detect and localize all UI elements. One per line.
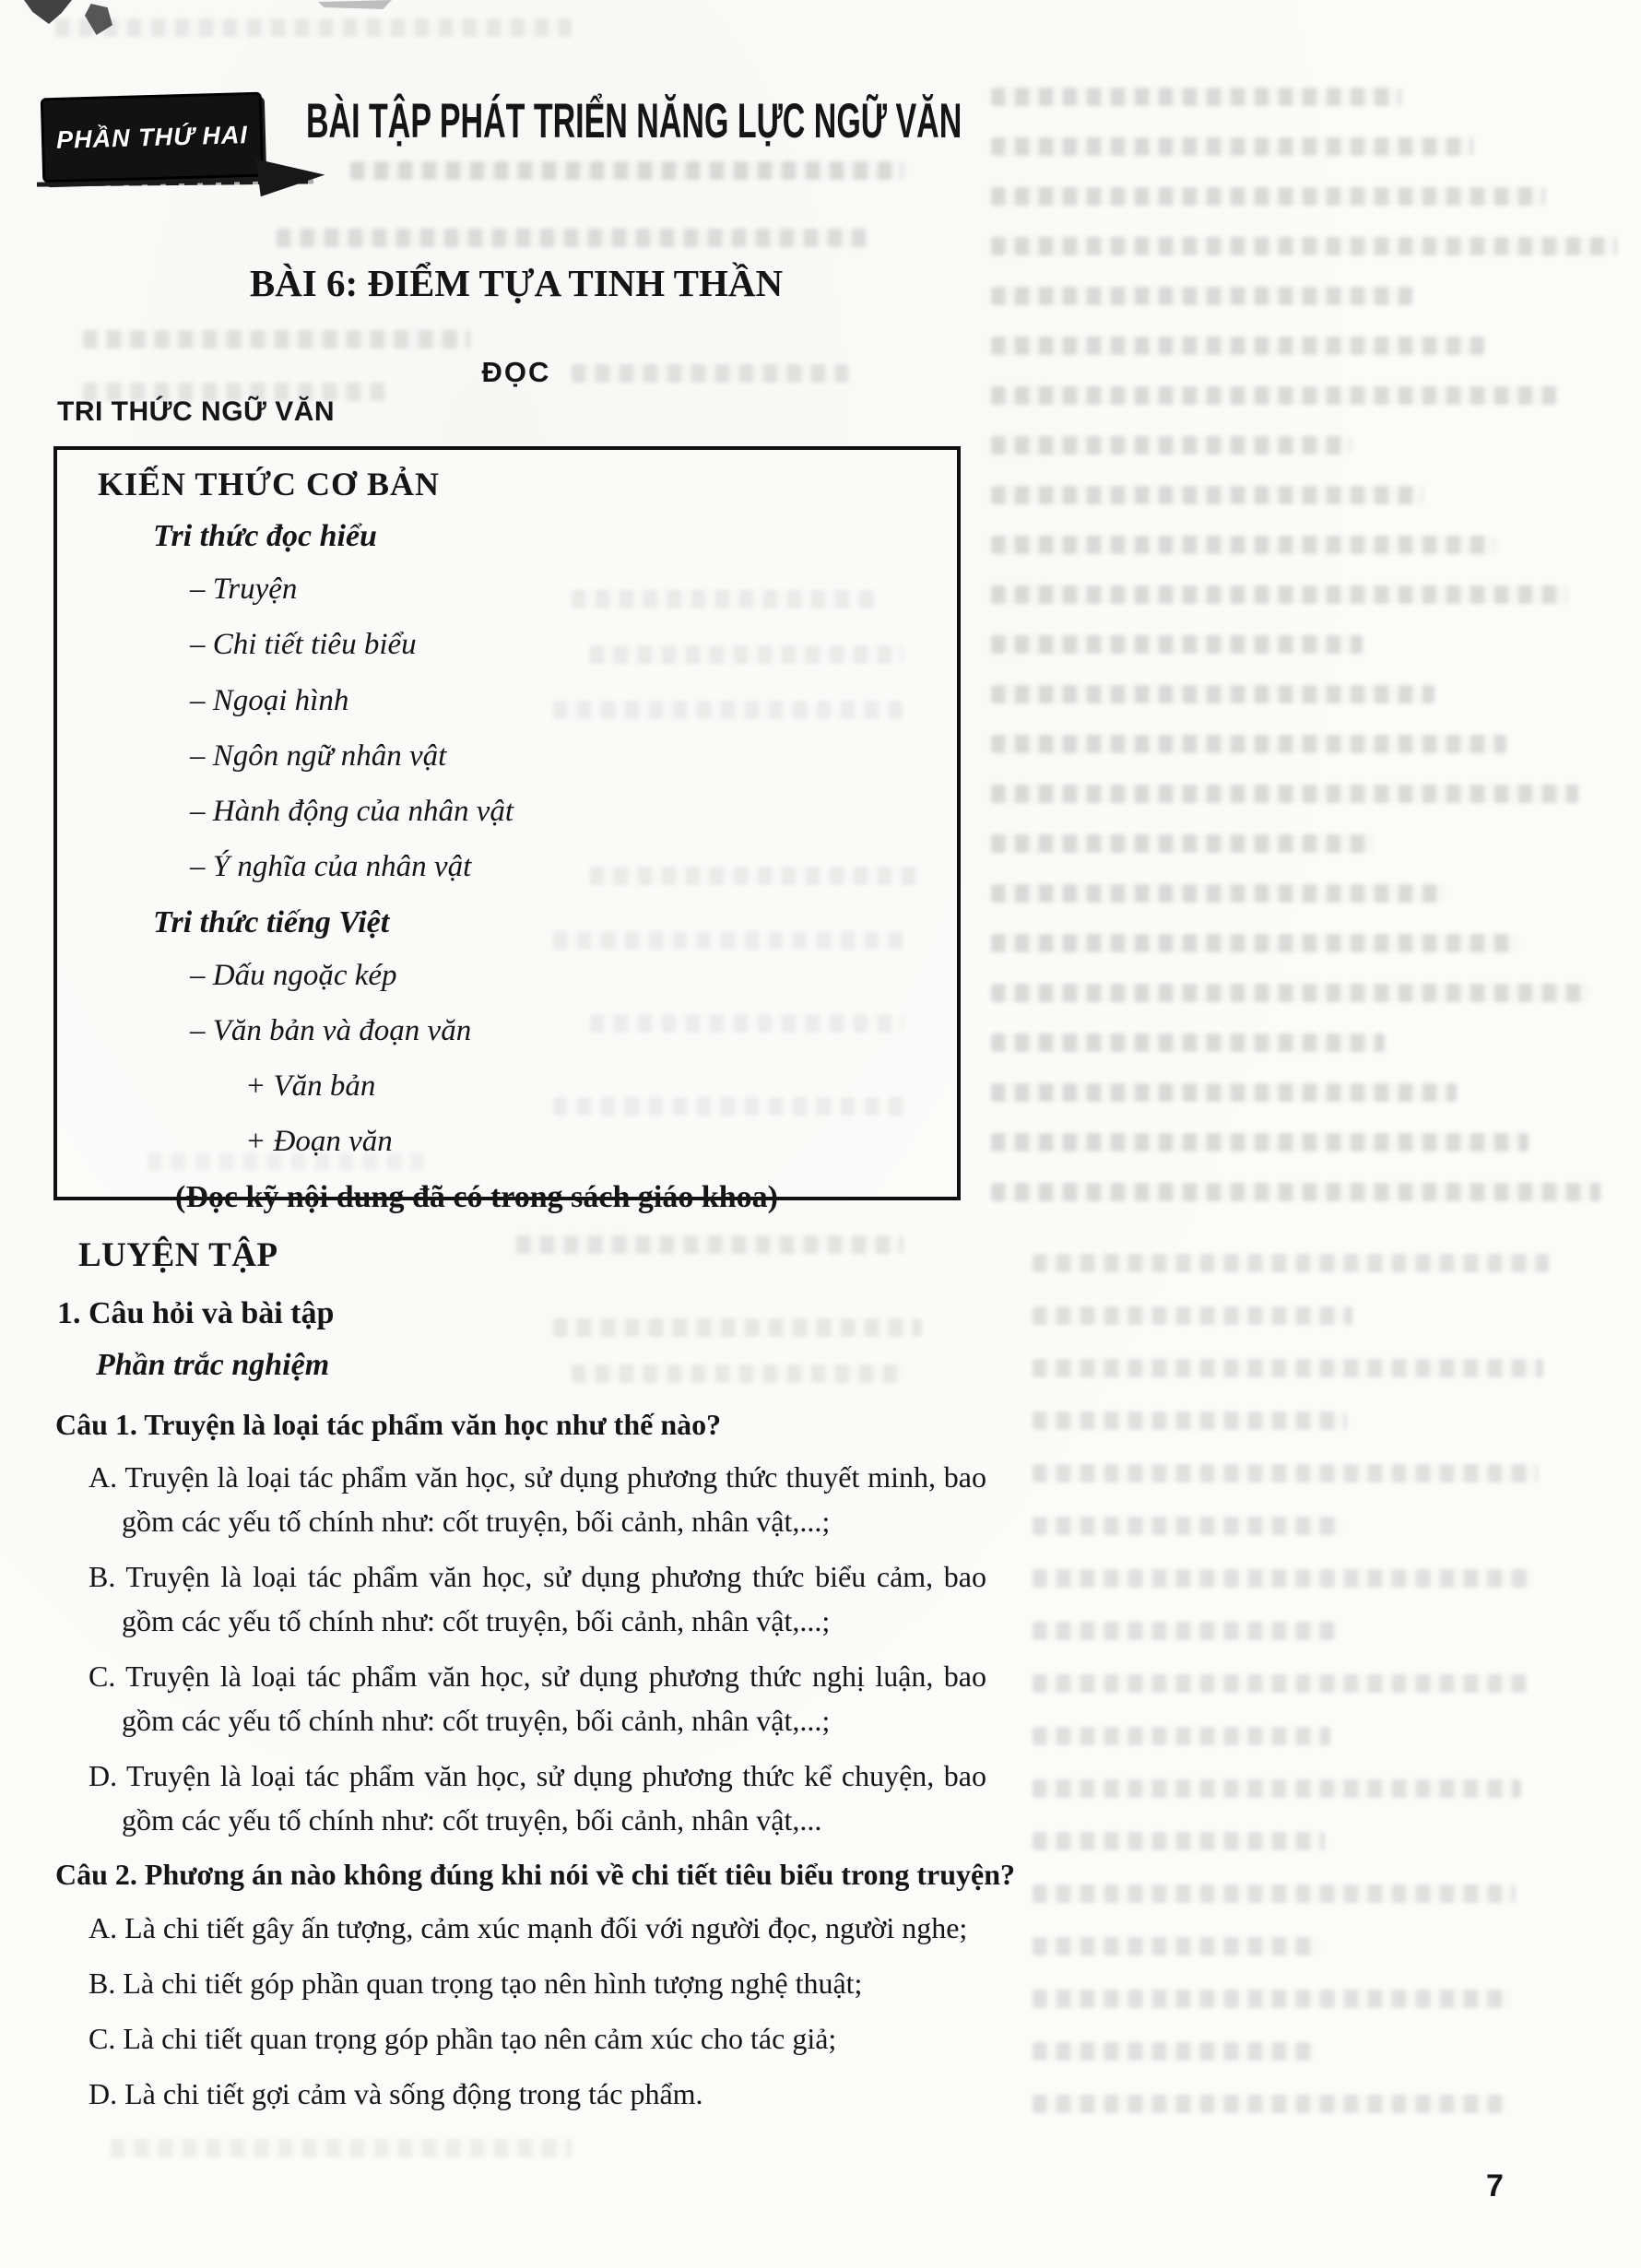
bleed-through-line bbox=[1033, 2095, 1505, 2113]
option-text: Là chi tiết gây ấn tượng, cảm xúc mạnh đối với người đọc, người nghe; bbox=[124, 1910, 968, 1944]
bleed-through-line bbox=[1033, 1517, 1341, 1535]
scan-artifact-streak bbox=[318, 0, 392, 9]
answer-option bbox=[55, 1961, 986, 2005]
bleed-through-line bbox=[1033, 1779, 1521, 1798]
bleed-through-line bbox=[991, 984, 1589, 1002]
practice-section-title: LUYỆN TẬP bbox=[78, 1236, 278, 1274]
bleed-through-line bbox=[55, 18, 572, 37]
bleed-through-line bbox=[991, 834, 1374, 853]
bleed-through-line bbox=[991, 536, 1495, 554]
bleed-through-line bbox=[1033, 1832, 1325, 1850]
bleed-through-line bbox=[83, 330, 470, 348]
list-item: – Hành động của nhân vật bbox=[190, 795, 514, 829]
bleed-through-line bbox=[991, 1183, 1600, 1201]
bleed-through-line bbox=[277, 229, 867, 247]
bleed-through-line bbox=[991, 1083, 1457, 1102]
part-banner bbox=[41, 92, 264, 183]
bleed-through-line bbox=[1033, 1569, 1532, 1588]
question-title bbox=[55, 1853, 1015, 1896]
question-label: Câu 1. bbox=[55, 1408, 137, 1441]
knowledge-box-title: KIẾN THỨC CƠ BẢN bbox=[98, 466, 441, 502]
option-label: A. bbox=[89, 1460, 118, 1494]
series-title: BÀI TẬP PHÁT TRIỂN NĂNG LỰC NGỮ VĂN bbox=[306, 93, 962, 148]
multiple-choice-part-label: Phần trắc nghiệm bbox=[96, 1348, 330, 1382]
option-text: Truyện là loại tác phẩm văn học, sử dụng phương thức biểu cảm, bao gồm các yếu tố chính như: cốt truyện, bối cảnh, nhân vật,...; bbox=[122, 1560, 987, 1638]
bleed-through-line bbox=[1033, 1254, 1549, 1272]
bleed-through-line bbox=[1033, 1727, 1330, 1745]
option-text: Là chi tiết quan trọng góp phần tạo nên cảm xúc cho tác giả; bbox=[123, 2021, 837, 2055]
bleed-through-line bbox=[991, 785, 1578, 803]
bleed-through-line bbox=[991, 386, 1556, 405]
option-label: B. bbox=[89, 1560, 116, 1594]
question-label: Câu 2. bbox=[55, 1858, 137, 1892]
question-text: Phương án nào không đúng khi nói về chi tiết tiêu biểu trong truyện? bbox=[144, 1858, 1015, 1892]
scan-artifact-blob bbox=[24, 0, 72, 24]
answer-option bbox=[55, 2016, 986, 2061]
answer-option bbox=[55, 1554, 986, 1643]
bleed-through-line bbox=[1033, 1306, 1352, 1325]
option-label: D. bbox=[89, 2076, 118, 2110]
reading-knowledge-heading: Tri thức đọc hiểu bbox=[153, 519, 377, 553]
list-subitem: + Đoạn văn bbox=[245, 1125, 393, 1159]
list-item: – Dấu ngoặc kép bbox=[190, 958, 397, 992]
knowledge-box-note: (Đọc kỹ nội dung đã có trong sách giáo khoa) bbox=[175, 1179, 778, 1214]
bleed-through-line bbox=[991, 884, 1446, 903]
vietnamese-knowledge-heading: Tri thức tiếng Việt bbox=[153, 904, 390, 939]
list-item: – Truyện bbox=[190, 573, 298, 607]
bleed-through-line bbox=[991, 685, 1434, 703]
bleed-through-line bbox=[991, 237, 1617, 255]
answer-option bbox=[55, 1906, 986, 1950]
bleed-through-line bbox=[350, 161, 903, 180]
bleed-through-line bbox=[1033, 1674, 1527, 1693]
bleed-through-line bbox=[1033, 1622, 1336, 1640]
question-text: Truyện là loại tác phẩm văn học như thế nào? bbox=[144, 1408, 722, 1441]
list-item: – Văn bản và đoạn văn bbox=[190, 1013, 472, 1047]
question-1 bbox=[55, 1403, 986, 1842]
bleed-through-line bbox=[1033, 2042, 1314, 2061]
page-number: 7 bbox=[1486, 2168, 1504, 2203]
section-heading-doc: ĐỌC bbox=[481, 356, 551, 388]
part-banner-label: PHẦN THỨ HAI bbox=[55, 120, 249, 154]
bleed-through-line bbox=[991, 635, 1363, 654]
question-2 bbox=[55, 1853, 1015, 2115]
answer-option bbox=[55, 1754, 986, 1842]
bleed-through-line bbox=[1033, 1937, 1319, 1955]
banner-arrow-icon bbox=[256, 151, 326, 196]
bleed-through-line bbox=[1033, 1359, 1543, 1377]
answer-option bbox=[55, 1654, 986, 1742]
bleed-through-line bbox=[991, 486, 1423, 504]
lesson-title: BÀI 6: ĐIỂM TỰA TINH THẦN bbox=[249, 262, 784, 304]
basic-knowledge-box bbox=[53, 446, 961, 1214]
question-list bbox=[55, 1403, 1015, 2127]
bleed-through-line bbox=[991, 337, 1484, 355]
list-subitem: + Văn bản bbox=[245, 1069, 376, 1104]
bleed-through-line bbox=[991, 287, 1412, 305]
bleed-through-line bbox=[572, 1364, 903, 1383]
option-text: Truyện là loại tác phẩm văn học, sử dụng phương thức nghị luận, bao gồm các yếu tố chính như: cốt truyện, bối cảnh, nhân vật,...; bbox=[122, 1660, 987, 1738]
practice-subsection-title: 1. Câu hỏi và bài tập bbox=[57, 1296, 335, 1330]
answer-option bbox=[55, 2072, 986, 2116]
list-item: – Chi tiết tiêu biểu bbox=[190, 628, 417, 662]
bleed-through-line bbox=[991, 436, 1352, 455]
option-label: A. bbox=[89, 1910, 118, 1944]
bleed-through-line bbox=[991, 1034, 1385, 1052]
bleed-through-line bbox=[1033, 1990, 1510, 2008]
option-text: Truyện là loại tác phẩm văn học, sử dụng phương thức kể chuyện, bao gồm các yếu tố chính như: cốt truyện, bối cảnh, nhân vật,... bbox=[122, 1759, 986, 1837]
bleed-through-line bbox=[991, 137, 1473, 156]
bleed-through-line bbox=[991, 1133, 1529, 1152]
option-label: C. bbox=[89, 2021, 116, 2055]
bleed-through-line bbox=[1033, 1884, 1516, 1903]
bleed-through-line bbox=[553, 1318, 922, 1337]
question-title bbox=[55, 1403, 986, 1446]
bleed-through-line bbox=[111, 2139, 572, 2157]
bleed-through-line bbox=[1033, 1464, 1538, 1482]
option-label: D. bbox=[89, 1759, 118, 1793]
bleed-through-line bbox=[991, 934, 1517, 952]
bleed-through-line bbox=[991, 735, 1506, 753]
scan-artifact-blob bbox=[85, 4, 112, 35]
option-text: Là chi tiết gợi cảm và sống động trong tác phẩm. bbox=[124, 2076, 703, 2110]
list-item: – Ý nghĩa của nhân vật bbox=[190, 850, 472, 884]
option-label: C. bbox=[89, 1660, 116, 1694]
answer-option bbox=[55, 1455, 986, 1543]
option-text: Truyện là loại tác phẩm văn học, sử dụng phương thức thuyết minh, bao gồm các yếu tố chính như: cốt truyện, bối cảnh, nhân vật,...; bbox=[122, 1460, 987, 1539]
bleed-through-line bbox=[991, 585, 1567, 604]
bleed-through-line bbox=[991, 88, 1401, 106]
bleed-through-line bbox=[516, 1235, 903, 1254]
list-item: – Ngoại hình bbox=[190, 683, 349, 717]
bleed-through-line bbox=[991, 187, 1545, 206]
bleed-through-line bbox=[1033, 1412, 1347, 1430]
option-label: B. bbox=[89, 1966, 116, 2000]
list-item: – Ngôn ngữ nhân vật bbox=[190, 738, 447, 773]
knowledge-section-label: TRI THỨC NGỮ VĂN bbox=[57, 396, 336, 427]
option-text: Là chi tiết góp phần quan trọng tạo nên hình tượng nghệ thuật; bbox=[123, 1966, 863, 2000]
